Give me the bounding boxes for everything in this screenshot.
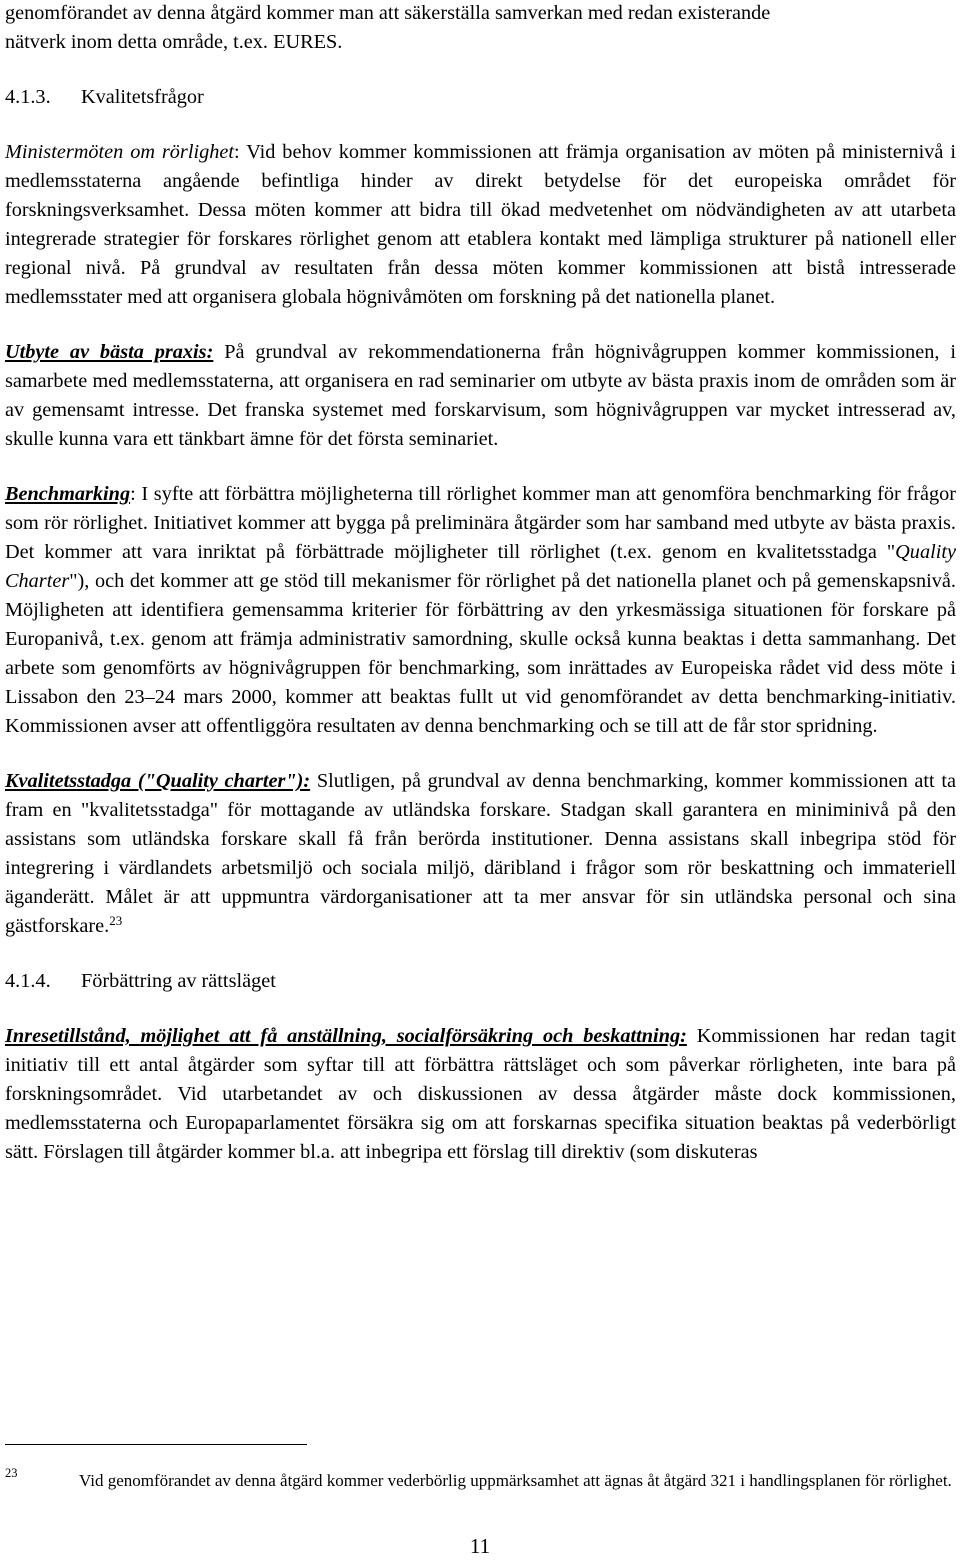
paragraph-text: : Vid behov kommer kommissionen att främja organisation av möten på ministernivå i medlemsstaterna angående befintliga hinder av direkt betydelse för det europeiska området för forskningsverksamhet. Dessa möten kommer att bidra till ökad medvetenhet om nödvändigheten av att utarbeta integrerade strategier för forskares rörlighet genom att etablera kontakt med lämpliga strukturer på nationell eller regional nivå. På grundval av resultaten från dessa möten kommer kommissionen att bistå intresserade medlemsstater med att organisera globala högnivåmöten om forskning på det nationella planet.	[5, 141, 956, 308]
footnote	[5, 1468, 956, 1493]
intro-line-2: nätverk inom detta område, t.ex. EURES.	[5, 31, 343, 53]
paragraph-utbyte	[5, 338, 956, 454]
paragraph-heading: Inresetillstånd, möjlighet att få anställning, socialförsäkring och beskattning:	[5, 1025, 687, 1047]
section-heading-413	[5, 83, 956, 112]
intro-line-1: genomförandet av denna åtgärd kommer man att säkerställa samverkan med redan existerande	[5, 2, 771, 24]
quality-charter-term: Quality Charter	[5, 541, 956, 592]
paragraph-heading: Benchmarking	[5, 483, 131, 505]
footnote-reference[interactable]: 23	[109, 913, 123, 928]
page-number: 11	[469, 1534, 491, 1558]
paragraph-benchmarking	[5, 480, 956, 741]
paragraph-heading: Utbyte av bästa praxis:	[5, 341, 214, 363]
footnote-text: Vid genomförandet av denna åtgärd kommer vederbörlig uppmärksamhet att ägnas åt åtgärd 321 i handlingsplanen för rörlighet.	[79, 1471, 952, 1490]
section-number: 4.1.4.	[5, 970, 51, 992]
paragraph-text: Kommissionen har redan tagit initiativ till ett antal åtgärder som syftar till att förbättra rättsläget och som påverkar rörligheten, inte bara på forskningsområdet. Vid utarbetandet av och diskussionen av dessa åtgärder måste dock kommissionen, medlemsstaterna och Europaparlamentet försäkra sig om att forskarnas specifika situation beaktas på vederbörligt sätt. Förslagen till åtgärder kommer bl.a. att inbegripa ett förslag till direktiv (som diskuteras	[5, 1025, 956, 1163]
footnote-divider	[5, 1444, 307, 1445]
paragraph-ministermoten	[5, 138, 956, 312]
paragraph-kvalitetsstadga	[5, 767, 956, 941]
paragraph-inresetillstand	[5, 1022, 956, 1167]
paragraph-text: Slutligen, på grundval av denna benchmarking, kommer kommissionen att ta fram en "kvalitetsstadga" för mottagande av utländska forskare. Stadgan skall garantera en miniminivå på den assistans som utländska forskare skall få från berörda institutioner. Denna assistans skall inbegripa stöd för integrering i värdlandets arbetsmiljö och sociala miljö, däribland i frågor som rör beskattning och immateriell äganderätt. Målet är att uppmuntra värdorganisationer att ta mer ansvar för sin utländska personal och sina gästforskare.	[5, 770, 956, 937]
paragraph-heading: Ministermöten om rörlighet	[5, 141, 235, 163]
paragraph-text-cont: "), och det kommer att ge stöd till mekanismer för rörlighet på det nationella planet och på gemenskapsnivå. Möjligheten att identifiera gemensamma kriterier för förbättring av den yrkesmässiga situationen för forskare på Europanivå, t.ex. genom att främja administrativ samordning, skulle också kunna beaktas i detta sammanhang. Det arbete som genomförts av högnivågruppen för benchmarking, som inrättades av Europeiska rådet vid dess möte i Lissabon den 23–24 mars 2000, kommer att beaktas fullt ut vid genomförandet av detta benchmarking-initiativ. Kommissionen avser att offentliggöra resultaten av denna benchmarking och se till att de får stor spridning.	[5, 570, 956, 737]
document-page	[5, 0, 956, 1167]
section-heading-414	[5, 967, 956, 996]
paragraph-text: : I syfte att förbättra möjligheterna till rörlighet kommer man att genomföra benchmarking för frågor som rör rörlighet. Initiativet kommer att bygga på preliminära åtgärder som har samband med utbyte av bästa praxis. Det kommer att vara inriktat på förbättrade möjligheter till rörlighet (t.ex. genom en kvalitetsstadga "	[5, 483, 956, 563]
paragraph-text: På grundval av rekommendationerna från högnivågruppen kommer kommissionen, i samarbete med medlemsstaterna, att organisera en rad seminarier om utbyte av bästa praxis inom de områden som är av gemensamt intresse. Det franska systemet med forskarvisum, som högnivågruppen var mycket intresserad av, skulle kunna vara ett tänkbart ämne för det första seminariet.	[5, 341, 956, 450]
intro-paragraph	[5, 0, 956, 57]
section-title: Förbättring av rättsläget	[81, 970, 276, 992]
section-title: Kvalitetsfrågor	[81, 86, 204, 108]
section-number: 4.1.3.	[5, 86, 51, 108]
paragraph-heading: Kvalitetsstadga ("Quality charter"):	[5, 770, 311, 792]
footnote-number: 23	[5, 1466, 18, 1480]
